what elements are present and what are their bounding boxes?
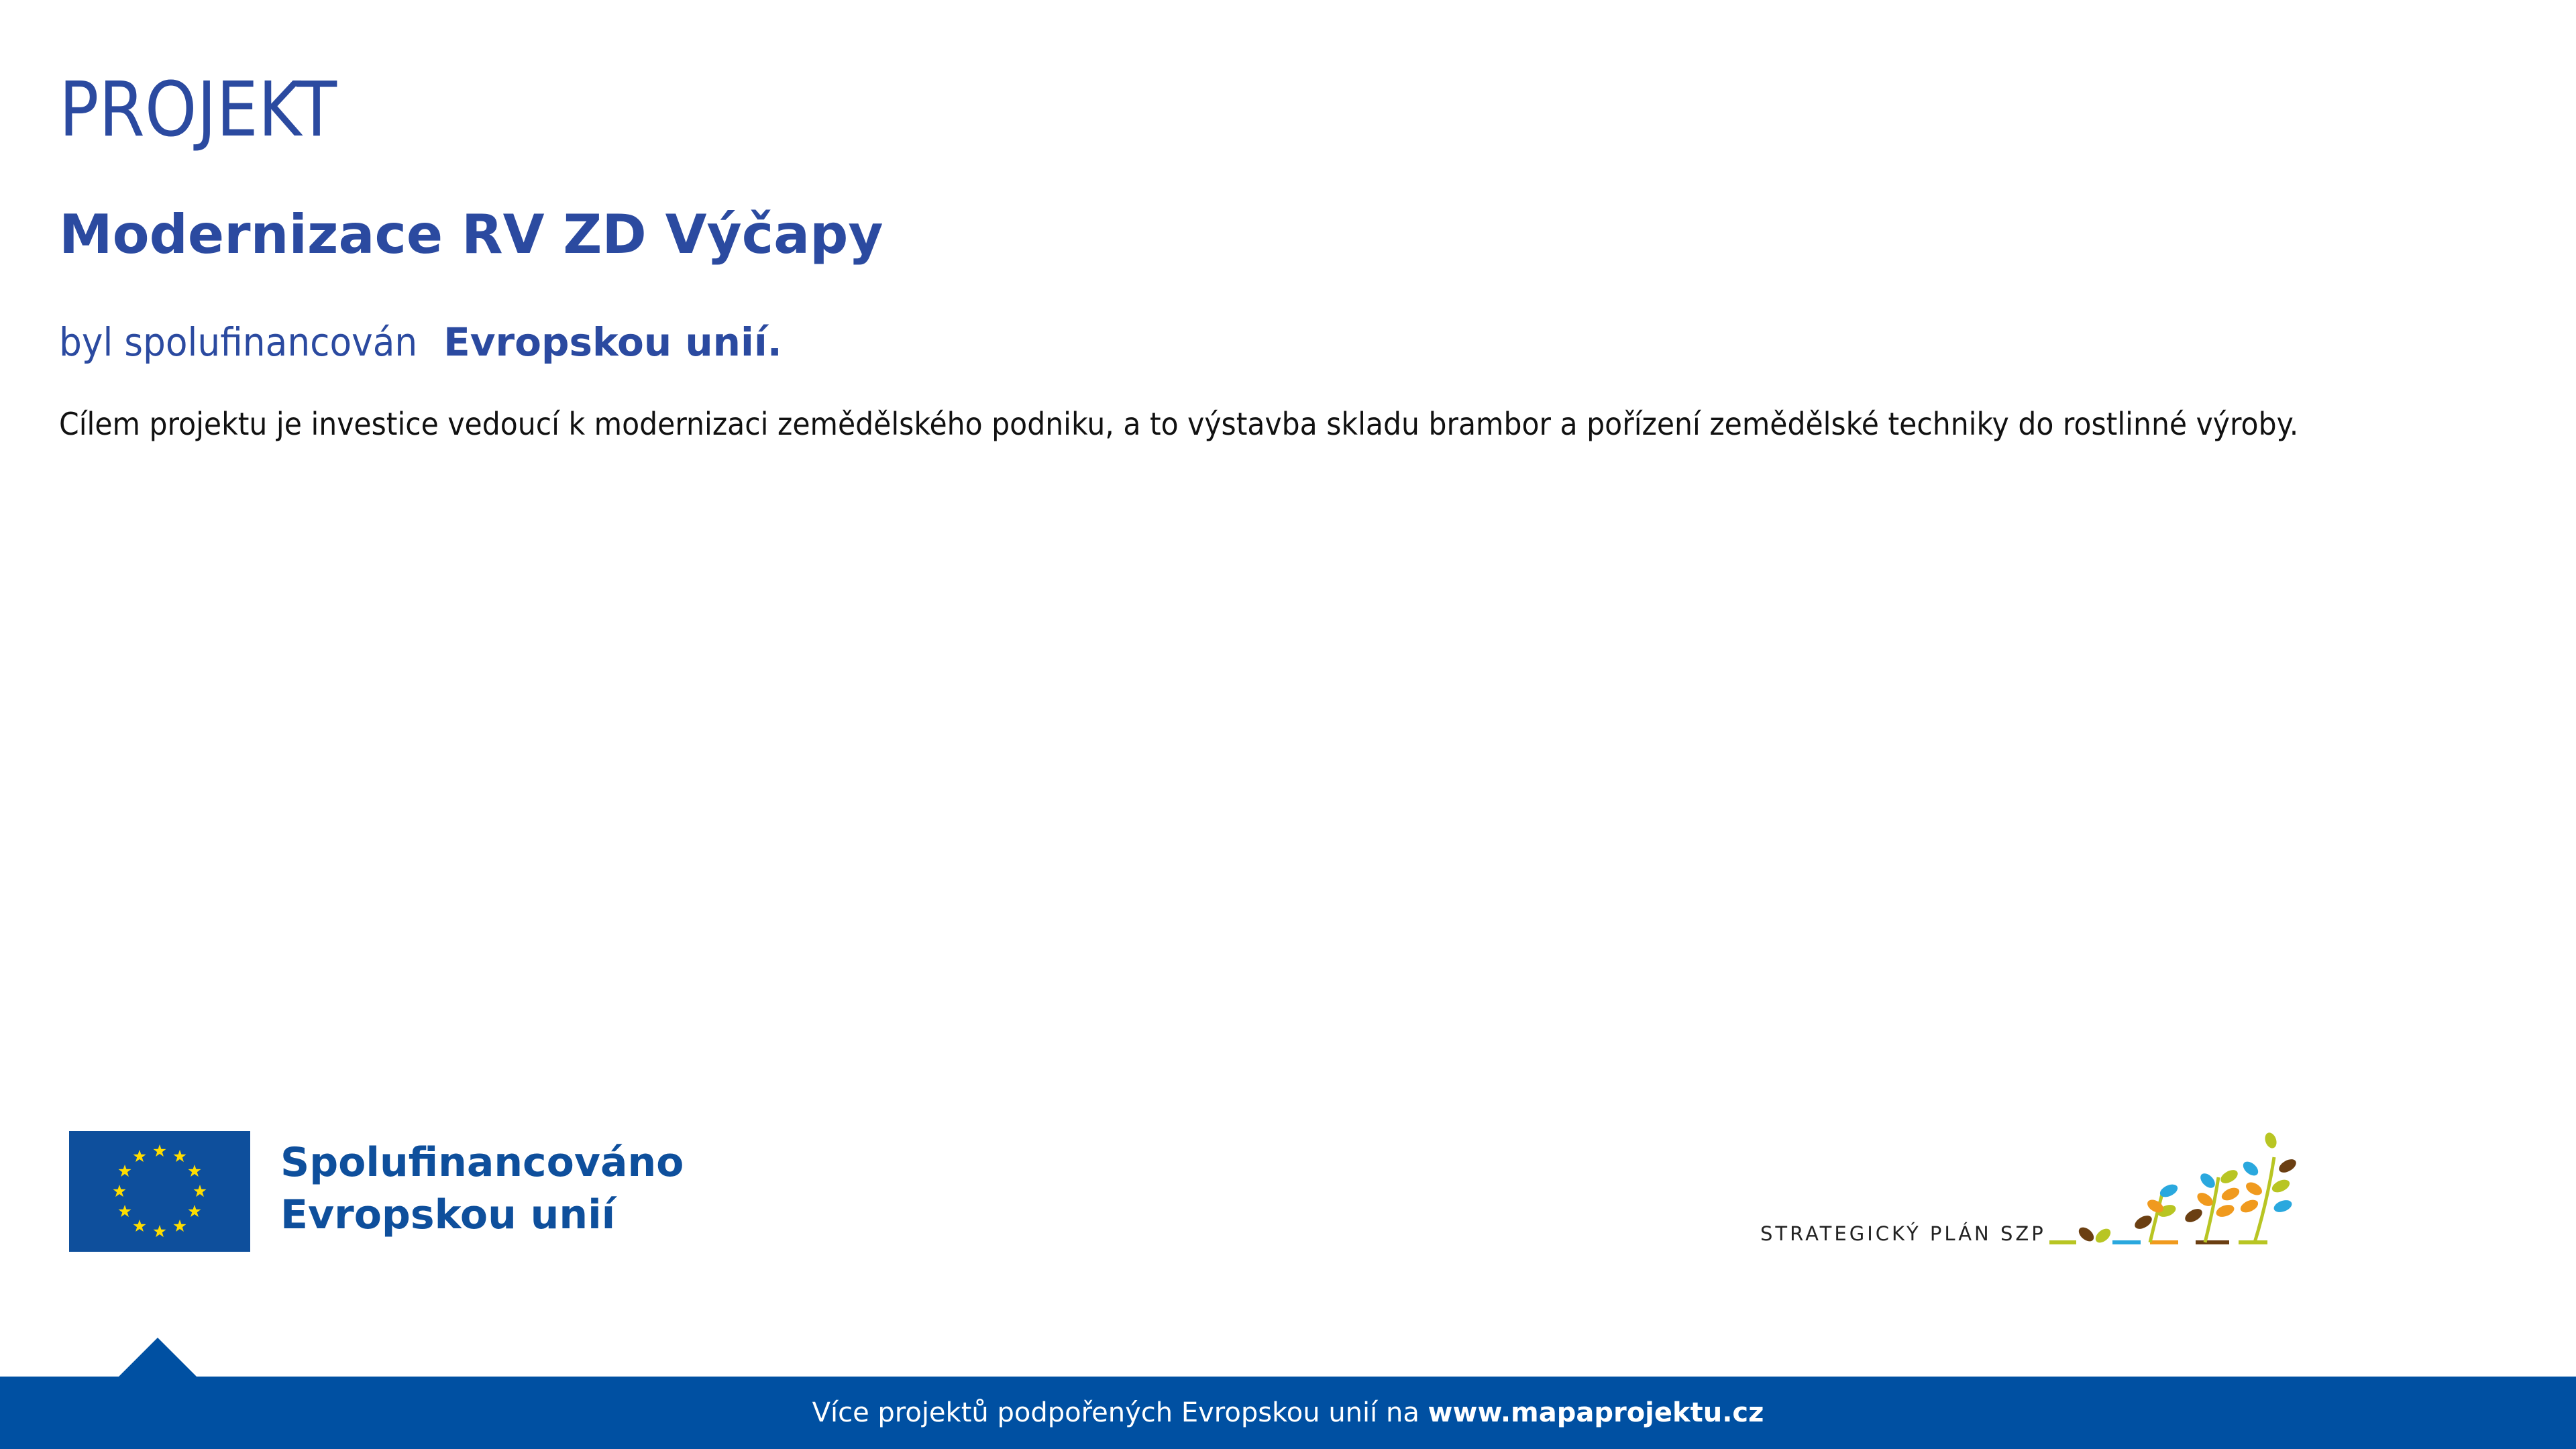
footer-text [812, 1397, 1764, 1428]
cofinanced-by: Evropskou unií. [443, 319, 782, 365]
eu-flag-icon [69, 1131, 250, 1252]
project-description: Cílem projektu je investice vedoucí k modernizaci zemědělského podniku, a to výstavba skladu brambor a pořízení zemědělské techniky do rostlinné výroby. [59, 406, 2299, 442]
project-name: Modernizace RV ZD Výčapy [59, 203, 883, 266]
page-title: PROJEKT [59, 66, 337, 154]
cofinanced-statement [59, 315, 782, 369]
eu-cofinancing-logo [69, 1131, 740, 1253]
eu-logo-line1: Spolufinancováno [280, 1139, 684, 1186]
footer-notch [117, 1338, 198, 1378]
footer-link[interactable]: www.mapaprojektu.cz [1428, 1397, 1764, 1428]
footer-text-prefix: Více projektů podpořených Evropskou unií na [812, 1397, 1419, 1428]
cofinanced-prefix: byl spolufinancován [59, 319, 418, 365]
szp-logo-label: STRATEGICKÝ PLÁN SZP [1760, 1222, 2046, 1245]
footer-bar [0, 1377, 2576, 1449]
eu-logo-text [280, 1136, 684, 1241]
sprouting-plants-icon [2049, 1127, 2345, 1261]
eu-logo-line2: Evropskou unií [280, 1191, 616, 1238]
szp-logo [1758, 1127, 2348, 1261]
